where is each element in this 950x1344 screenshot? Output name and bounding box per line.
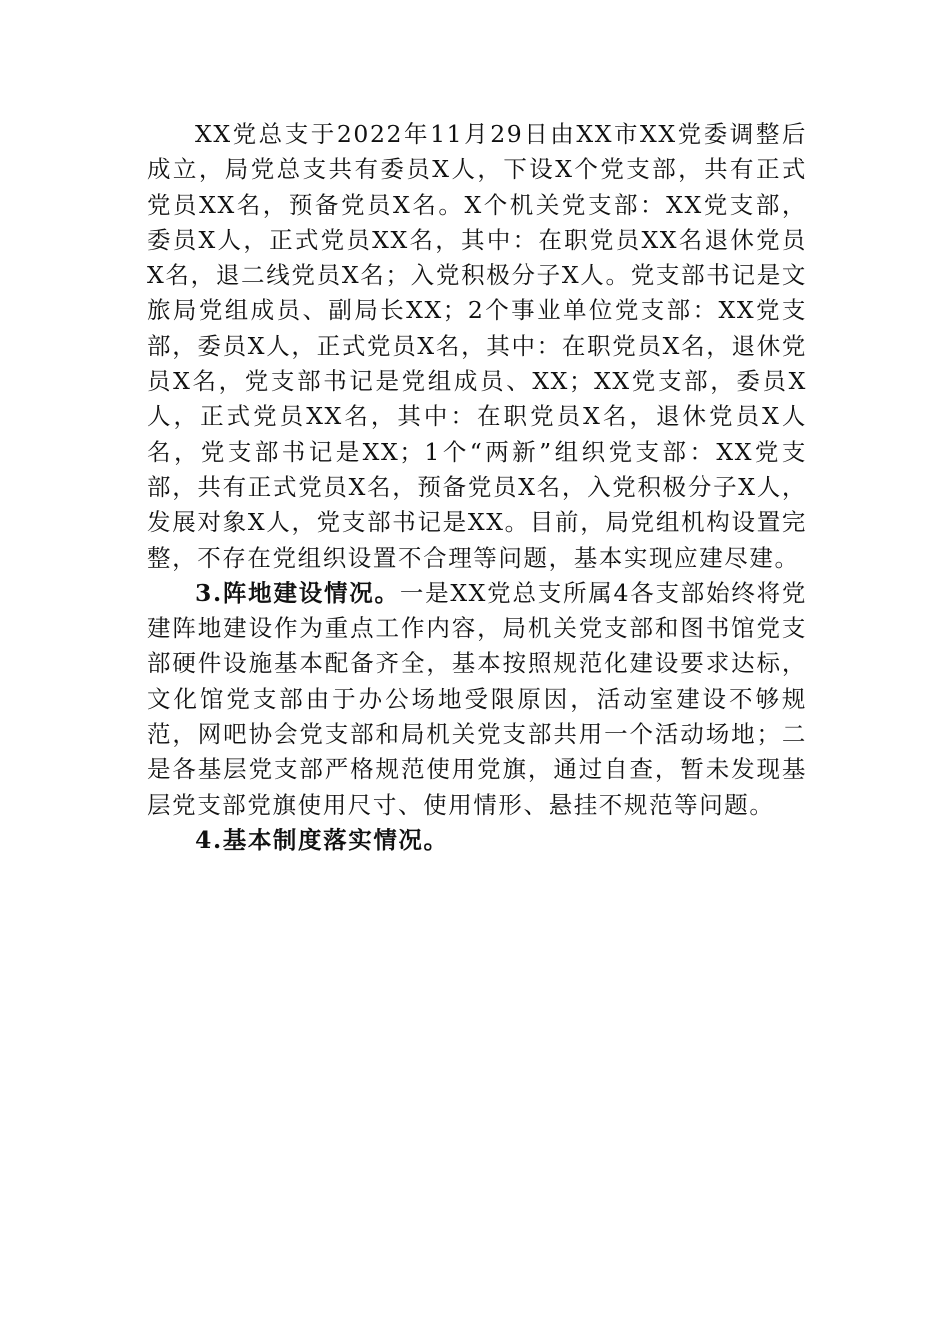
paragraph-heading: 3.阵地建设情况。	[195, 578, 400, 607]
paragraph-system-implementation	[147, 823, 807, 858]
paragraph-heading: 4.基本制度落实情况。	[195, 825, 449, 854]
paragraph-text: XX党总支于2022年11月29日由XX市XX党委调整后成立，局党总支共有委员X人，下设X个党支部，共有正式党员XX名，预备党员X名。X个机关党支部：XX党支部，委员X人，正式党员XX名，其中：在职党员XX名退休党员X名，退二线党员X名；入党积极分子X人。党支部书记是文旅局党组成员、副局长XX；2个事业单位党支部：XX党支部，委员X人，正式党员X名，其中：在职党员X名，退休党员X名，党支部书记是党组成员、XX；XX党支部，委员X人，正式党员XX名，其中：在职党员X名，退休党员X人名，党支部书记是XX；1个“两新”组织党支部：XX党支部，共有正式党员X名，预备党员X名，入党积极分子X人，发展对象X人，党支部书记是XX。目前，局党组机构设置完整，不存在党组织设置不合理等问题，基本实现应建尽建。	[147, 120, 807, 572]
document-body	[147, 117, 807, 858]
paragraph-party-organization	[147, 117, 807, 576]
paragraph-position-building	[147, 576, 807, 823]
paragraph-text: 一是XX党总支所属4各支部始终将党建阵地建设作为重点工作内容，局机关党支部和图书馆党支部硬件设施基本配备齐全，基本按照规范化建设要求达标，文化馆党支部由于办公场地受限原因，活动室建设不够规范，网吧协会党支部和局机关党支部共用一个活动场地；二是各基层党支部严格规范使用党旗，通过自查，暂未发现基层党支部党旗使用尺寸、使用情形、悬挂不规范等问题。	[147, 578, 807, 819]
